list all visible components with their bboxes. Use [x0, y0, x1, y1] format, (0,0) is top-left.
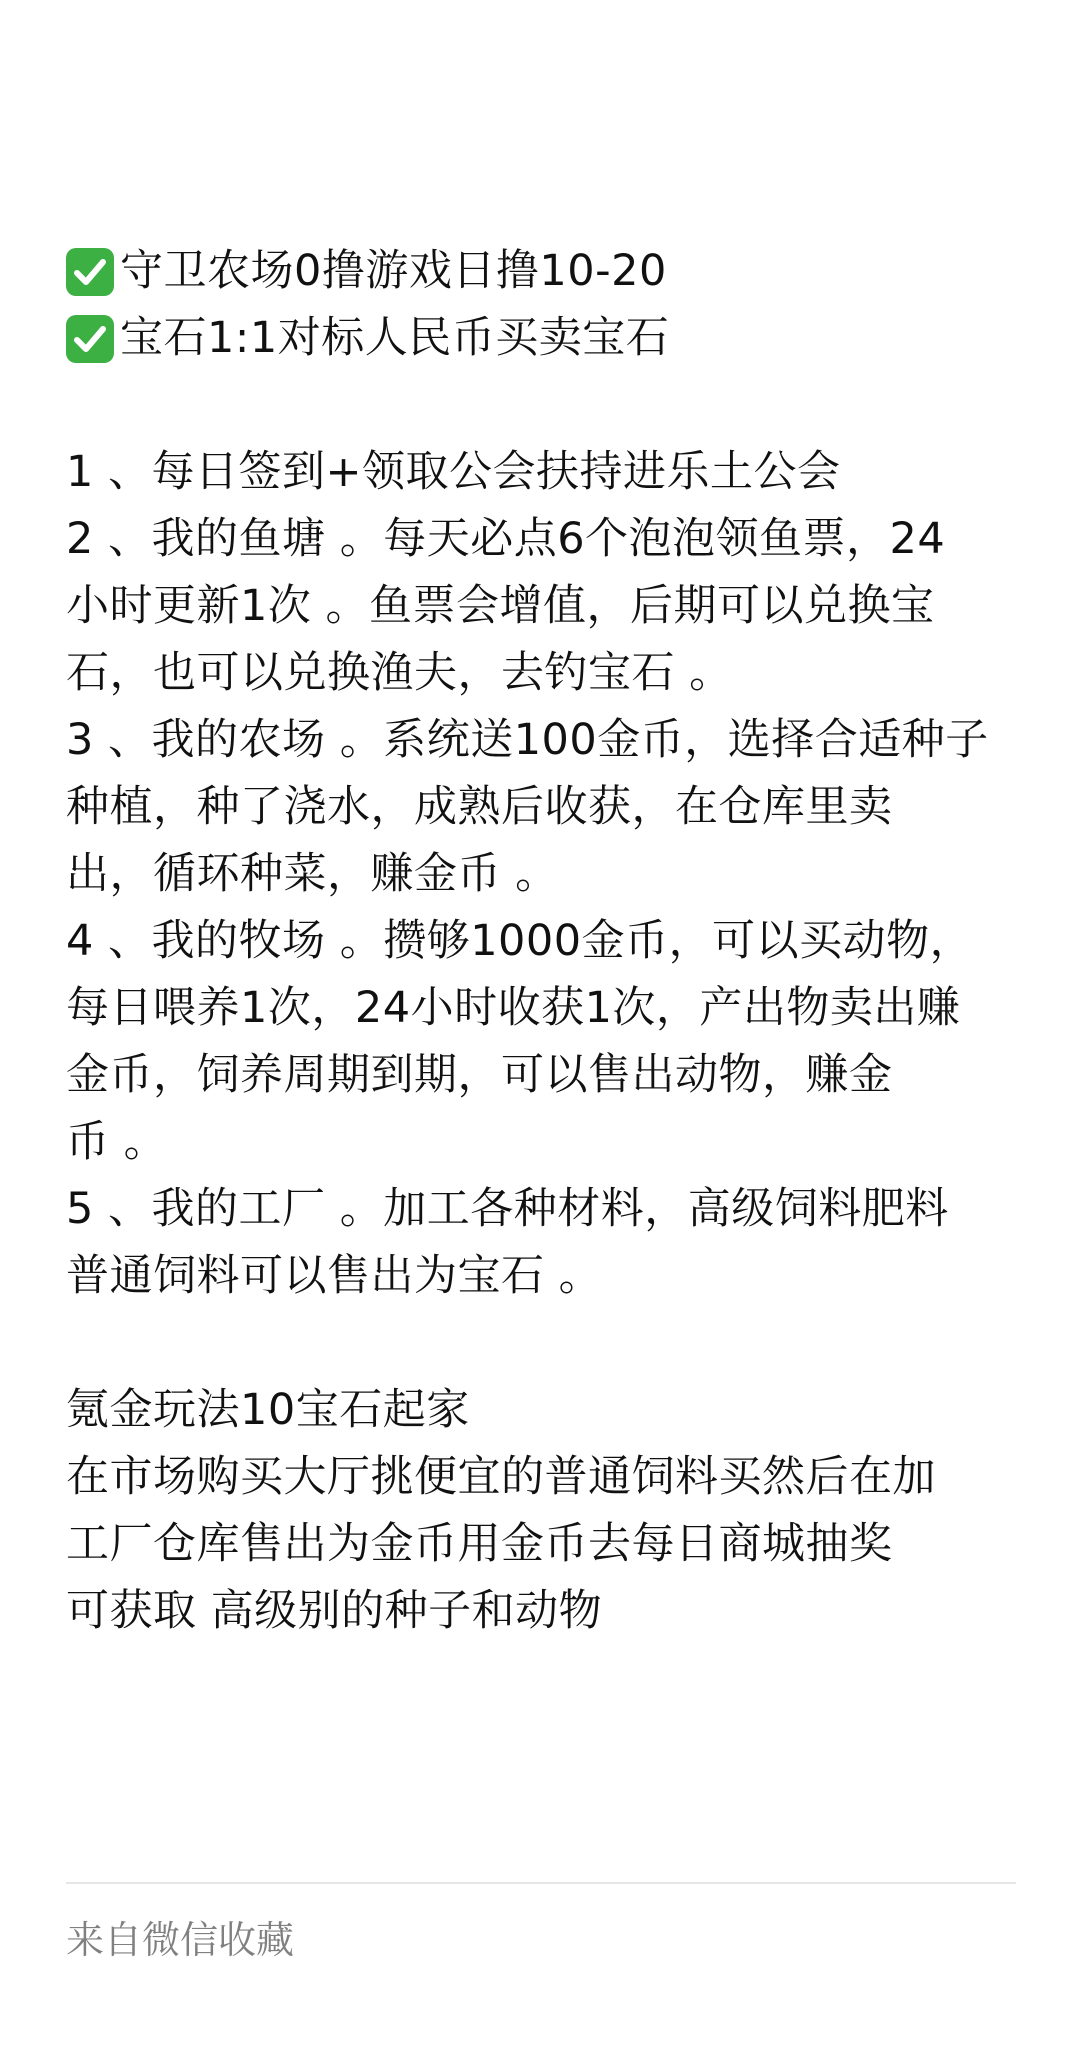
check-mark-icon	[66, 248, 114, 296]
strategy-line: 可获取 高级别的种子和动物	[66, 1586, 603, 1636]
blank-line	[66, 372, 1036, 439]
step-line: 普通饲料可以售出为宝石 。	[66, 1251, 603, 1301]
note-content	[66, 238, 1036, 1645]
blank-line	[66, 1310, 1036, 1377]
header-line-1	[66, 238, 1036, 305]
step-line: 每日喂养1次，24小时收获1次，产出物卖出赚	[66, 983, 961, 1033]
step-line: 3 、我的农场 。系统送100金币，选择合适种子	[66, 715, 989, 765]
step-line: 1 、每日签到+领取公会扶持进乐土公会	[66, 447, 841, 497]
step-line: 4 、我的牧场 。攒够1000金币，可以买动物，	[66, 916, 974, 966]
step-line: 小时更新1次 。鱼票会增值，后期可以兑换宝	[66, 581, 935, 631]
step-line: 币 。	[66, 1117, 168, 1167]
strategy-line: 氪金玩法10宝石起家	[66, 1385, 470, 1435]
step-line: 出，循环种菜，赚金币 。	[66, 849, 559, 899]
source-label: 来自微信收藏	[66, 1918, 295, 1962]
header-line-2	[66, 305, 1036, 372]
step-line: 种植，种了浇水，成熟后收获，在仓库里卖	[66, 782, 893, 832]
step-line: 5 、我的工厂 。加工各种材料，高级饲料肥料	[66, 1184, 949, 1234]
strategy-line: 工厂仓库售出为金币用金币去每日商城抽奖	[66, 1519, 893, 1569]
strategy-line: 在市场购买大厅挑便宜的普通饲料买然后在加	[66, 1452, 936, 1502]
header-line-1-text: 守卫农场0撸游戏日撸10-20	[120, 246, 667, 296]
check-mark-icon	[66, 315, 114, 363]
step-line: 2 、我的鱼塘 。每天必点6个泡泡领鱼票，24	[66, 514, 946, 564]
step-line: 金币，饲养周期到期，可以售出动物，赚金	[66, 1050, 893, 1100]
step-line: 石，也可以兑换渔夫，去钓宝石 。	[66, 648, 733, 698]
header-line-2-text: 宝石1:1对标人民币买卖宝石	[120, 313, 670, 363]
footer-divider	[66, 1882, 1016, 1884]
